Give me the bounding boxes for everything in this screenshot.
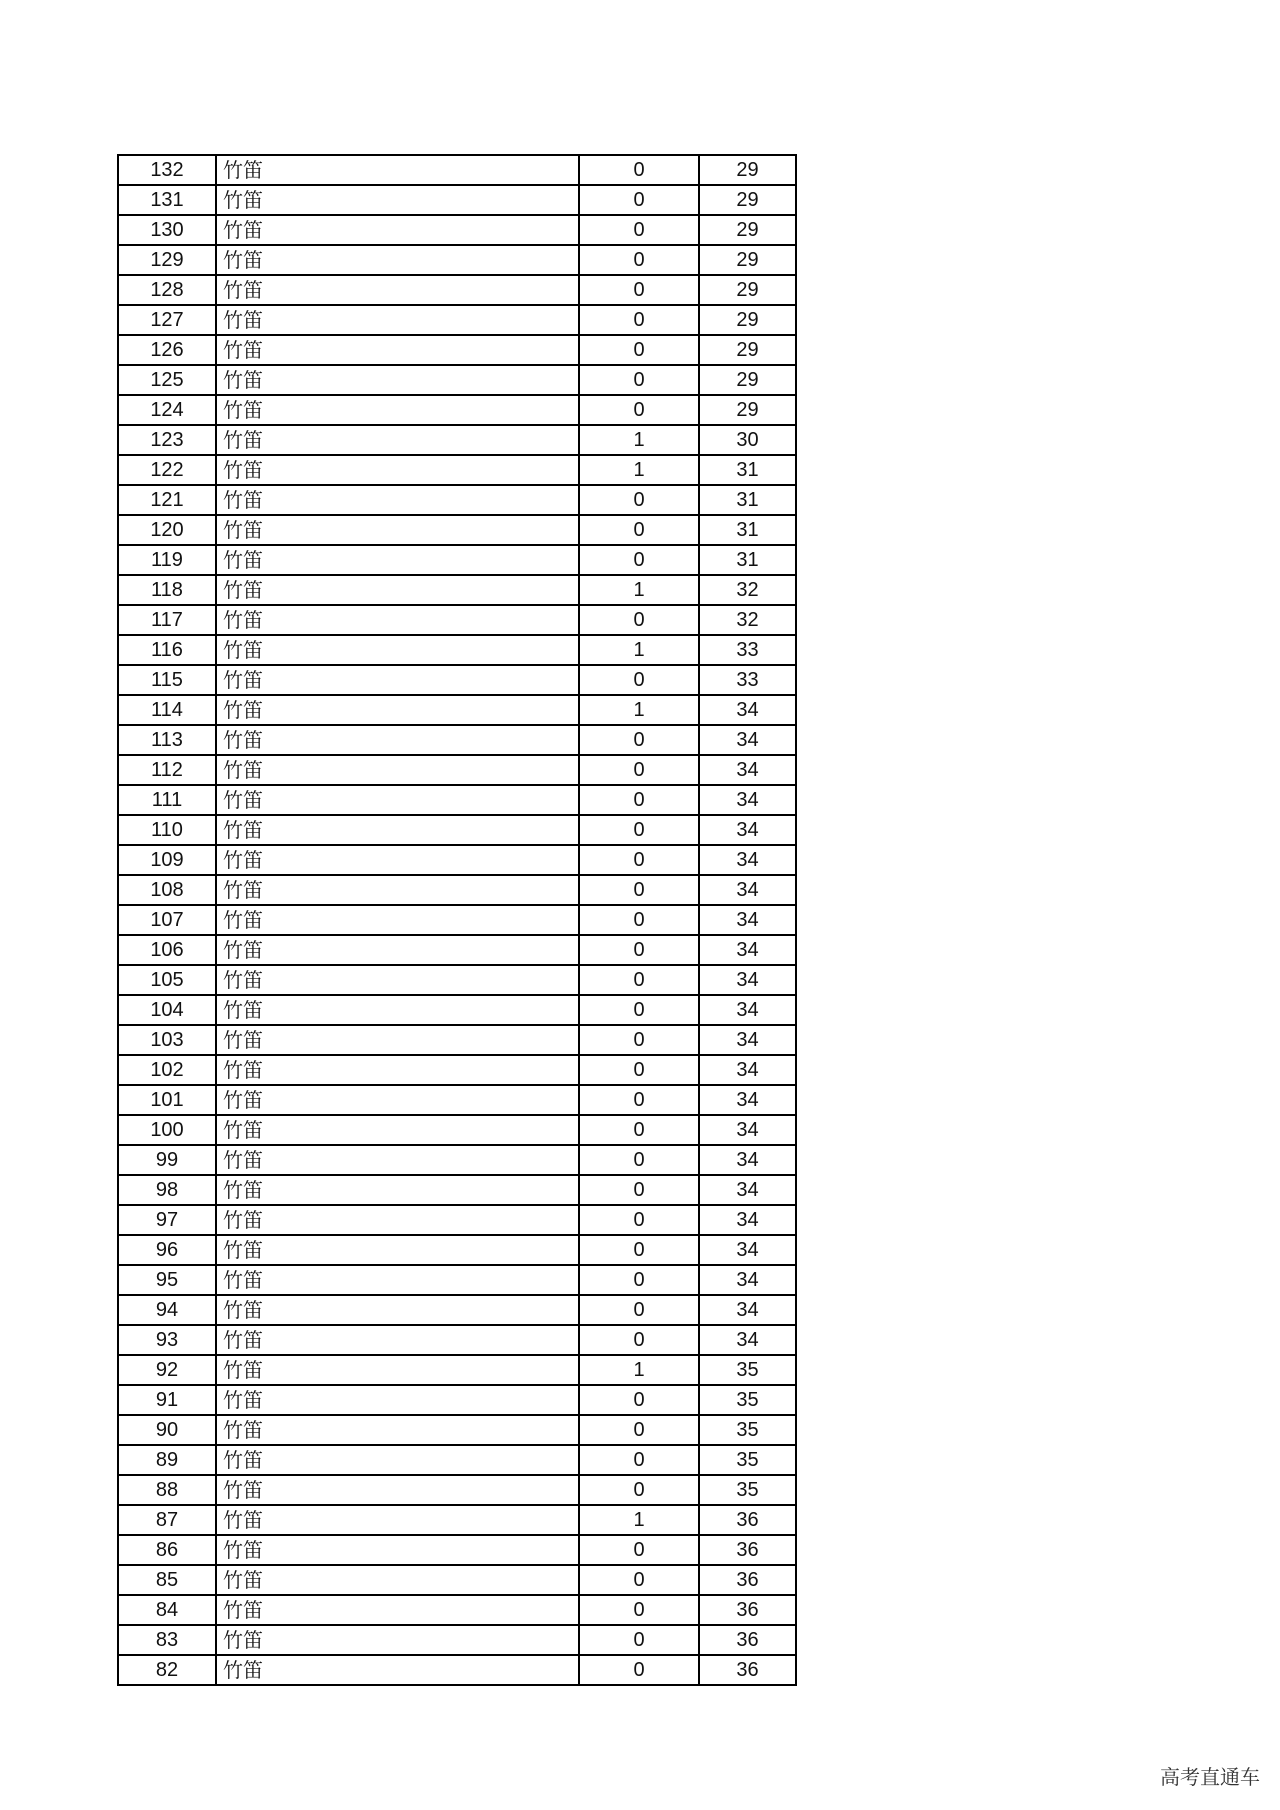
- rank-cell: 110: [118, 815, 216, 845]
- count-cell: 0: [579, 485, 699, 515]
- name-cell: 竹笛: [216, 1535, 579, 1565]
- name-cell: 竹笛: [216, 215, 579, 245]
- count-cell: 0: [579, 1535, 699, 1565]
- name-cell: 竹笛: [216, 1295, 579, 1325]
- rank-cell: 123: [118, 425, 216, 455]
- rank-cell: 121: [118, 485, 216, 515]
- watermark-text: 高考直通车: [1160, 1765, 1260, 1789]
- name-cell: 竹笛: [216, 1145, 579, 1175]
- table-row: [118, 1145, 796, 1175]
- name-cell: 竹笛: [216, 1655, 579, 1685]
- count-cell: 0: [579, 1085, 699, 1115]
- count-cell: 0: [579, 335, 699, 365]
- name-cell: 竹笛: [216, 935, 579, 965]
- rank-cell: 102: [118, 1055, 216, 1085]
- table-row: [118, 515, 796, 545]
- table-row: [118, 155, 796, 185]
- table-row: [118, 455, 796, 485]
- count-cell: 0: [579, 905, 699, 935]
- name-cell: 竹笛: [216, 1265, 579, 1295]
- table-row: [118, 875, 796, 905]
- cumulative-cell: 33: [699, 665, 796, 695]
- rank-cell: 118: [118, 575, 216, 605]
- rank-cell: 115: [118, 665, 216, 695]
- count-cell: 0: [579, 1415, 699, 1445]
- rank-cell: 84: [118, 1595, 216, 1625]
- rank-cell: 132: [118, 155, 216, 185]
- table-row: [118, 1355, 796, 1385]
- name-cell: 竹笛: [216, 1085, 579, 1115]
- rank-cell: 128: [118, 275, 216, 305]
- count-cell: 0: [579, 545, 699, 575]
- name-cell: 竹笛: [216, 1475, 579, 1505]
- table-row: [118, 1085, 796, 1115]
- table-row: [118, 1055, 796, 1085]
- name-cell: 竹笛: [216, 305, 579, 335]
- rank-cell: 86: [118, 1535, 216, 1565]
- cumulative-cell: 36: [699, 1625, 796, 1655]
- count-cell: 0: [579, 1625, 699, 1655]
- name-cell: 竹笛: [216, 245, 579, 275]
- table-row: [118, 1505, 796, 1535]
- cumulative-cell: 34: [699, 875, 796, 905]
- count-cell: 0: [579, 1235, 699, 1265]
- count-cell: 0: [579, 1295, 699, 1325]
- rank-cell: 100: [118, 1115, 216, 1145]
- name-cell: 竹笛: [216, 665, 579, 695]
- name-cell: 竹笛: [216, 485, 579, 515]
- table-row: [118, 605, 796, 635]
- name-cell: 竹笛: [216, 365, 579, 395]
- count-cell: 0: [579, 515, 699, 545]
- rank-cell: 114: [118, 695, 216, 725]
- cumulative-cell: 35: [699, 1385, 796, 1415]
- table-row: [118, 935, 796, 965]
- count-cell: 0: [579, 1025, 699, 1055]
- cumulative-cell: 31: [699, 545, 796, 575]
- rank-cell: 113: [118, 725, 216, 755]
- count-cell: 0: [579, 245, 699, 275]
- table-row: [118, 1025, 796, 1055]
- count-cell: 0: [579, 395, 699, 425]
- cumulative-cell: 34: [699, 935, 796, 965]
- table-row: [118, 1655, 796, 1685]
- cumulative-cell: 32: [699, 605, 796, 635]
- table-row: [118, 1115, 796, 1145]
- rank-cell: 101: [118, 1085, 216, 1115]
- count-cell: 0: [579, 1655, 699, 1685]
- cumulative-cell: 34: [699, 1025, 796, 1055]
- table-row: [118, 1535, 796, 1565]
- count-cell: 0: [579, 305, 699, 335]
- cumulative-cell: 34: [699, 905, 796, 935]
- name-cell: 竹笛: [216, 455, 579, 485]
- name-cell: 竹笛: [216, 335, 579, 365]
- name-cell: 竹笛: [216, 965, 579, 995]
- count-cell: 0: [579, 1145, 699, 1175]
- table-row: [118, 1475, 796, 1505]
- table-row: [118, 485, 796, 515]
- cumulative-cell: 34: [699, 725, 796, 755]
- count-cell: 0: [579, 965, 699, 995]
- count-cell: 0: [579, 1445, 699, 1475]
- cumulative-cell: 34: [699, 1145, 796, 1175]
- cumulative-cell: 30: [699, 425, 796, 455]
- name-cell: 竹笛: [216, 605, 579, 635]
- name-cell: 竹笛: [216, 1175, 579, 1205]
- count-cell: 0: [579, 155, 699, 185]
- cumulative-cell: 36: [699, 1565, 796, 1595]
- cumulative-cell: 29: [699, 275, 796, 305]
- count-cell: 0: [579, 1175, 699, 1205]
- count-cell: 0: [579, 215, 699, 245]
- rank-cell: 122: [118, 455, 216, 485]
- count-cell: 0: [579, 1385, 699, 1415]
- cumulative-cell: 35: [699, 1475, 796, 1505]
- rank-cell: 106: [118, 935, 216, 965]
- rank-cell: 111: [118, 785, 216, 815]
- count-cell: 0: [579, 785, 699, 815]
- count-cell: 0: [579, 1115, 699, 1145]
- table-row: [118, 1265, 796, 1295]
- name-cell: 竹笛: [216, 275, 579, 305]
- table-row: [118, 245, 796, 275]
- rank-cell: 108: [118, 875, 216, 905]
- rank-cell: 124: [118, 395, 216, 425]
- count-cell: 1: [579, 1505, 699, 1535]
- rank-cell: 107: [118, 905, 216, 935]
- name-cell: 竹笛: [216, 1595, 579, 1625]
- name-cell: 竹笛: [216, 1355, 579, 1385]
- rank-cell: 130: [118, 215, 216, 245]
- rank-cell: 131: [118, 185, 216, 215]
- cumulative-cell: 29: [699, 335, 796, 365]
- name-cell: 竹笛: [216, 425, 579, 455]
- count-cell: 0: [579, 1265, 699, 1295]
- cumulative-cell: 34: [699, 1115, 796, 1145]
- name-cell: 竹笛: [216, 1235, 579, 1265]
- rank-cell: 116: [118, 635, 216, 665]
- count-cell: 1: [579, 425, 699, 455]
- cumulative-cell: 29: [699, 155, 796, 185]
- rank-cell: 103: [118, 1025, 216, 1055]
- cumulative-cell: 34: [699, 1205, 796, 1235]
- table-row: [118, 1595, 796, 1625]
- table-row: [118, 545, 796, 575]
- cumulative-cell: 31: [699, 485, 796, 515]
- count-cell: 0: [579, 1205, 699, 1235]
- rank-cell: 97: [118, 1205, 216, 1235]
- rank-cell: 94: [118, 1295, 216, 1325]
- name-cell: 竹笛: [216, 995, 579, 1025]
- cumulative-cell: 34: [699, 695, 796, 725]
- table-row: [118, 1625, 796, 1655]
- rank-cell: 88: [118, 1475, 216, 1505]
- rank-cell: 83: [118, 1625, 216, 1655]
- rank-cell: 112: [118, 755, 216, 785]
- table-row: [118, 305, 796, 335]
- cumulative-cell: 34: [699, 785, 796, 815]
- table-row: [118, 695, 796, 725]
- table-row: [118, 995, 796, 1025]
- table-row: [118, 635, 796, 665]
- name-cell: 竹笛: [216, 155, 579, 185]
- name-cell: 竹笛: [216, 1445, 579, 1475]
- name-cell: 竹笛: [216, 815, 579, 845]
- rank-cell: 119: [118, 545, 216, 575]
- cumulative-cell: 29: [699, 395, 796, 425]
- rank-cell: 89: [118, 1445, 216, 1475]
- table-row: [118, 185, 796, 215]
- count-cell: 0: [579, 935, 699, 965]
- rank-cell: 93: [118, 1325, 216, 1355]
- count-cell: 0: [579, 1565, 699, 1595]
- count-cell: 0: [579, 1475, 699, 1505]
- rank-cell: 91: [118, 1385, 216, 1415]
- table-row: [118, 725, 796, 755]
- name-cell: 竹笛: [216, 515, 579, 545]
- name-cell: 竹笛: [216, 1565, 579, 1595]
- rank-cell: 129: [118, 245, 216, 275]
- rank-cell: 90: [118, 1415, 216, 1445]
- name-cell: 竹笛: [216, 545, 579, 575]
- cumulative-cell: 29: [699, 215, 796, 245]
- rank-cell: 98: [118, 1175, 216, 1205]
- name-cell: 竹笛: [216, 1115, 579, 1145]
- table-row: [118, 425, 796, 455]
- name-cell: 竹笛: [216, 1325, 579, 1355]
- count-cell: 0: [579, 665, 699, 695]
- table-row: [118, 395, 796, 425]
- name-cell: 竹笛: [216, 845, 579, 875]
- rank-cell: 120: [118, 515, 216, 545]
- rank-cell: 104: [118, 995, 216, 1025]
- count-cell: 0: [579, 1055, 699, 1085]
- table-row: [118, 755, 796, 785]
- table-row: [118, 575, 796, 605]
- rank-cell: 85: [118, 1565, 216, 1595]
- table-row: [118, 665, 796, 695]
- count-cell: 0: [579, 365, 699, 395]
- rank-cell: 125: [118, 365, 216, 395]
- count-cell: 1: [579, 695, 699, 725]
- cumulative-cell: 34: [699, 845, 796, 875]
- cumulative-cell: 34: [699, 1325, 796, 1355]
- cumulative-cell: 34: [699, 1085, 796, 1115]
- cumulative-cell: 34: [699, 1235, 796, 1265]
- name-cell: 竹笛: [216, 1055, 579, 1085]
- name-cell: 竹笛: [216, 1385, 579, 1415]
- name-cell: 竹笛: [216, 1505, 579, 1535]
- rank-cell: 117: [118, 605, 216, 635]
- table-row: [118, 1415, 796, 1445]
- name-cell: 竹笛: [216, 785, 579, 815]
- table-row: [118, 1565, 796, 1595]
- count-cell: 1: [579, 455, 699, 485]
- table-row: [118, 365, 796, 395]
- cumulative-cell: 34: [699, 965, 796, 995]
- rank-cell: 109: [118, 845, 216, 875]
- count-cell: 0: [579, 1325, 699, 1355]
- table-row: [118, 845, 796, 875]
- cumulative-cell: 36: [699, 1505, 796, 1535]
- rank-cell: 92: [118, 1355, 216, 1385]
- cumulative-cell: 35: [699, 1415, 796, 1445]
- cumulative-cell: 34: [699, 995, 796, 1025]
- cumulative-cell: 29: [699, 185, 796, 215]
- count-cell: 0: [579, 845, 699, 875]
- cumulative-cell: 33: [699, 635, 796, 665]
- cumulative-cell: 34: [699, 1055, 796, 1085]
- cumulative-cell: 29: [699, 305, 796, 335]
- cumulative-cell: 36: [699, 1595, 796, 1625]
- cumulative-cell: 32: [699, 575, 796, 605]
- name-cell: 竹笛: [216, 905, 579, 935]
- rank-cell: 96: [118, 1235, 216, 1265]
- cumulative-cell: 34: [699, 815, 796, 845]
- count-cell: 0: [579, 275, 699, 305]
- cumulative-cell: 34: [699, 1265, 796, 1295]
- cumulative-cell: 29: [699, 365, 796, 395]
- name-cell: 竹笛: [216, 755, 579, 785]
- table-row: [118, 1385, 796, 1415]
- table-row: [118, 335, 796, 365]
- rank-cell: 82: [118, 1655, 216, 1685]
- cumulative-cell: 36: [736, 1659, 759, 1681]
- cumulative-cell: 34: [699, 1175, 796, 1205]
- table-row: [118, 1175, 796, 1205]
- cumulative-cell: 31: [699, 455, 796, 485]
- table-row: [118, 965, 796, 995]
- count-cell: 1: [579, 1355, 699, 1385]
- name-cell: 竹笛: [216, 1625, 579, 1655]
- name-cell: 竹笛: [216, 635, 579, 665]
- table-row: [118, 215, 796, 245]
- count-cell: 1: [579, 635, 699, 665]
- cumulative-cell: 31: [699, 515, 796, 545]
- count-cell: 0: [579, 995, 699, 1025]
- name-cell: 竹笛: [216, 185, 579, 215]
- score-table-body: [118, 155, 796, 1685]
- cumulative-cell: 36: [699, 1535, 796, 1565]
- rank-cell: 105: [118, 965, 216, 995]
- name-cell: 竹笛: [216, 875, 579, 905]
- count-cell: 0: [579, 725, 699, 755]
- table-row: [118, 1445, 796, 1475]
- cumulative-cell: 35: [699, 1445, 796, 1475]
- rank-cell: 95: [118, 1265, 216, 1295]
- table-row: [118, 275, 796, 305]
- count-cell: 1: [579, 575, 699, 605]
- count-cell: 0: [579, 815, 699, 845]
- name-cell: 竹笛: [216, 1025, 579, 1055]
- table-row: [118, 1295, 796, 1325]
- name-cell: 竹笛: [216, 725, 579, 755]
- rank-cell: 127: [118, 305, 216, 335]
- name-cell: 竹笛: [216, 1205, 579, 1235]
- cumulative-cell: 34: [699, 755, 796, 785]
- table-row: [118, 1235, 796, 1265]
- table-row: [118, 1205, 796, 1235]
- table-row: [118, 785, 796, 815]
- rank-cell: 126: [118, 335, 216, 365]
- score-table: [117, 154, 797, 1686]
- count-cell: 0: [579, 755, 699, 785]
- cumulative-cell: 34: [699, 1295, 796, 1325]
- rank-cell: 99: [118, 1145, 216, 1175]
- count-cell: 0: [579, 605, 699, 635]
- rank-cell: 87: [118, 1505, 216, 1535]
- table-row: [118, 905, 796, 935]
- count-cell: 0: [579, 1595, 699, 1625]
- name-cell: 竹笛: [216, 575, 579, 605]
- cumulative-cell: 29: [699, 245, 796, 275]
- table-row: [118, 1325, 796, 1355]
- cumulative-cell: 35: [699, 1355, 796, 1385]
- name-cell: 竹笛: [216, 695, 579, 725]
- count-cell: 0: [579, 185, 699, 215]
- table-row: [118, 815, 796, 845]
- name-cell: 竹笛: [216, 1415, 579, 1445]
- name-cell: 竹笛: [216, 395, 579, 425]
- count-cell: 0: [579, 875, 699, 905]
